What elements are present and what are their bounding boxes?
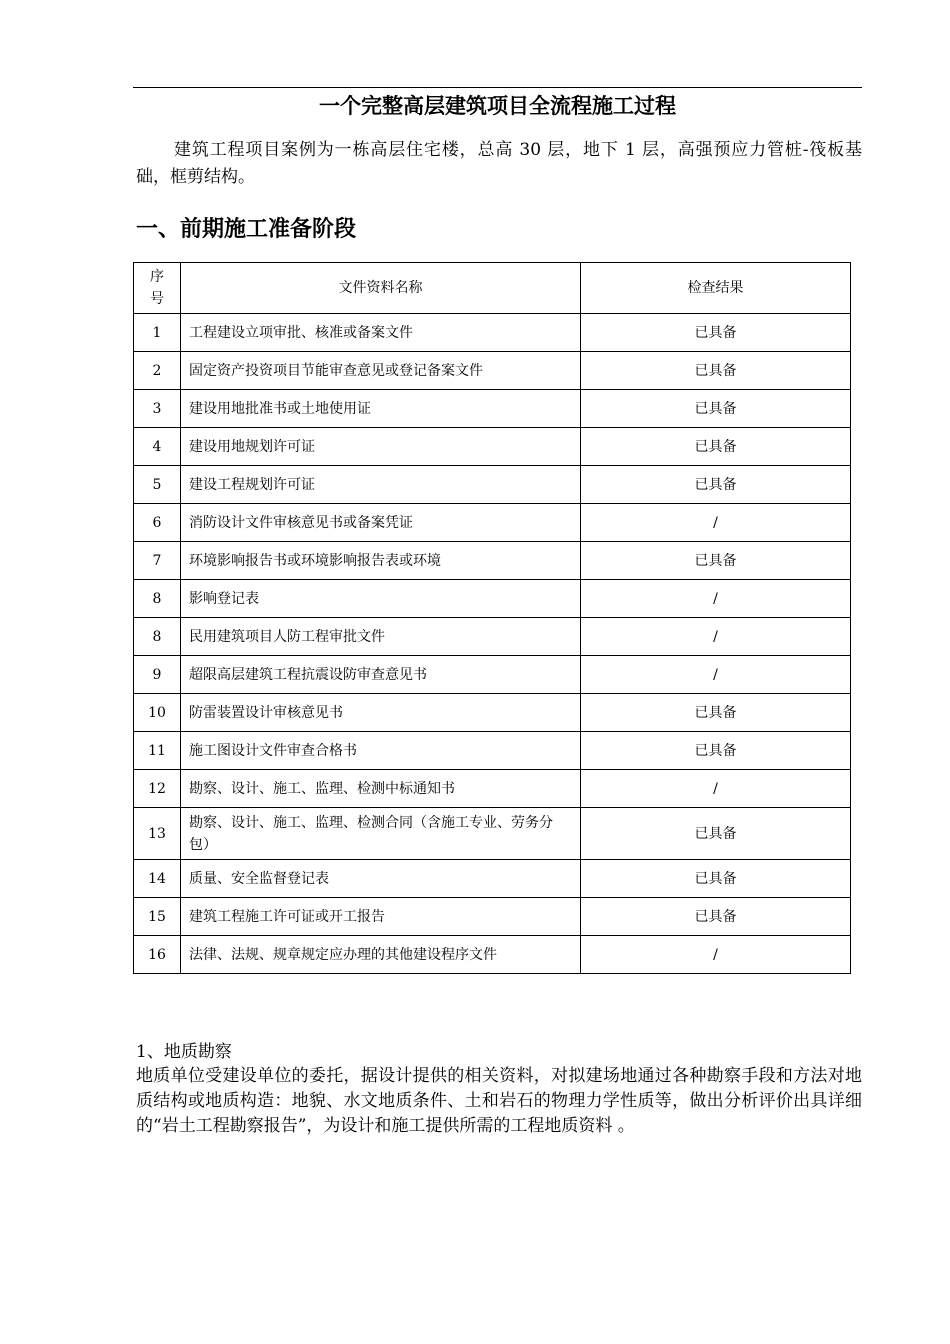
row-check-result: / [581,618,851,656]
table-row [134,808,851,860]
row-document-name: 建设用地规划许可证 [181,428,581,466]
row-check-result: 已具备 [581,314,851,352]
row-check-result: 已具备 [581,732,851,770]
row-check-result: / [581,770,851,808]
row-check-result: 已具备 [581,466,851,504]
row-document-name: 质量、安全监督登记表 [181,860,581,898]
row-document-name: 勘察、设计、施工、监理、检测中标通知书 [181,770,581,808]
row-number: 2 [134,352,181,390]
row-document-name: 建设用地批准书或土地使用证 [181,390,581,428]
table-row [134,732,851,770]
header-result: 检查结果 [581,263,851,314]
row-number: 1 [134,314,181,352]
table-row [134,504,851,542]
row-check-result: / [581,580,851,618]
row-number: 13 [134,808,181,860]
row-check-result: 已具备 [581,542,851,580]
row-number: 4 [134,428,181,466]
row-check-result: 已具备 [581,898,851,936]
row-check-result: 已具备 [581,860,851,898]
row-document-name: 勘察、设计、施工、监理、检测合同（含施工专业、劳务分包） [181,808,581,860]
row-document-name: 影响登记表 [181,580,581,618]
row-number: 15 [134,898,181,936]
row-document-name: 施工图设计文件审查合格书 [181,732,581,770]
row-document-name: 民用建筑项目人防工程审批文件 [181,618,581,656]
row-check-result: / [581,656,851,694]
row-number: 7 [134,542,181,580]
document-title: 一个完整高层建筑项目全流程施工过程 [319,94,676,118]
header-name: 文件资料名称 [181,263,581,314]
row-document-name: 工程建设立项审批、核准或备案文件 [181,314,581,352]
row-check-result: / [581,504,851,542]
table-row [134,618,851,656]
table-row [134,936,851,974]
header-rule [133,87,862,88]
row-document-name: 超限高层建筑工程抗震设防审查意见书 [181,656,581,694]
row-number: 11 [134,732,181,770]
row-number: 8 [134,580,181,618]
table-row [134,314,851,352]
intro-paragraph: 建筑工程项目案例为一栋高层住宅楼，总高 30 层，地下 1 层，高强预应力管桩-筏板基础，框剪结构。 [136,140,862,187]
row-document-name: 消防设计文件审核意见书或备案凭证 [181,504,581,542]
row-check-result: 已具备 [581,390,851,428]
table-row [134,898,851,936]
subsection-body: 地质单位受建设单位的委托，据设计提供的相关资料，对拟建场地通过各种勘察手段和方法对地质结构或地质构造：地貌、水文地质条件、土和岩石的物理力学性质等，做出分析评价出具详细的“岩土工程勘察报告”，为设计和施工提供所需的工程地质资料 。 [136,1066,862,1136]
row-document-name: 固定资产投资项目节能审查意见或登记备案文件 [181,352,581,390]
row-check-result: 已具备 [581,694,851,732]
row-document-name: 防雷装置设计审核意见书 [181,694,581,732]
row-document-name: 建设工程规划许可证 [181,466,581,504]
row-document-name: 建筑工程施工许可证或开工报告 [181,898,581,936]
row-number: 6 [134,504,181,542]
row-number: 16 [134,936,181,974]
row-check-result: 已具备 [581,352,851,390]
row-number: 5 [134,466,181,504]
document-checklist-table [133,262,851,974]
subsection-heading: 1、地质勘察 [136,1042,232,1062]
header-no: 序 号 [134,263,181,314]
row-number: 10 [134,694,181,732]
row-check-result: 已具备 [581,808,851,860]
table-row [134,352,851,390]
table-row [134,542,851,580]
table-row [134,656,851,694]
row-number: 8 [134,618,181,656]
table-row [134,770,851,808]
table-header-row [134,263,851,314]
table-row [134,860,851,898]
table-row [134,466,851,504]
row-number: 12 [134,770,181,808]
row-document-name: 环境影响报告书或环境影响报告表或环境 [181,542,581,580]
table-row [134,428,851,466]
table-row [134,580,851,618]
row-number: 3 [134,390,181,428]
table-row [134,694,851,732]
section-heading: 一、前期施工准备阶段 [136,217,357,242]
row-check-result: 已具备 [581,428,851,466]
row-number: 14 [134,860,181,898]
row-document-name: 法律、法规、规章规定应办理的其他建设程序文件 [181,936,581,974]
row-check-result: / [581,936,851,974]
row-number: 9 [134,656,181,694]
table-row [134,390,851,428]
